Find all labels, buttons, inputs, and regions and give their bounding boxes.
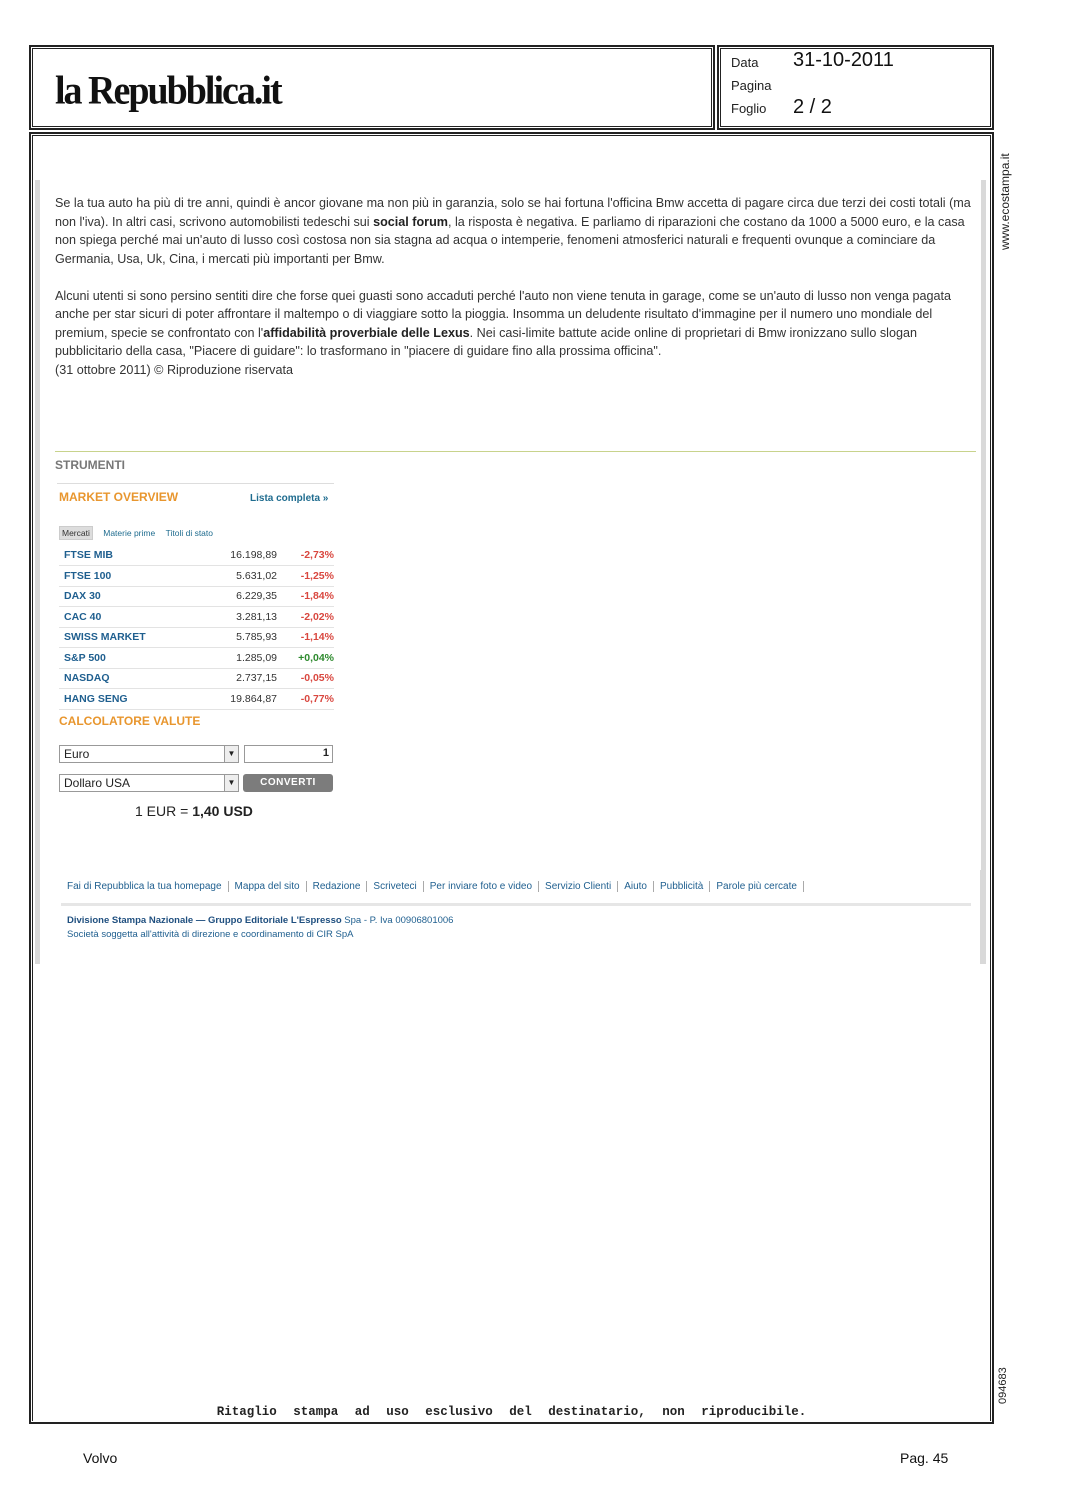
footer-links [65, 881, 804, 892]
footer-link-sitemap[interactable]: Mappa del sito [229, 881, 307, 892]
tab-mercati[interactable]: Mercati [59, 526, 93, 540]
p1-text-b: , la risposta è negativa. E parliamo di riparazioni che costano da 1000 a 5000 euro, e la casa non spiega perché mai un'auto di lusso così costosa non sia stagna ad acqua o intemperie, fenomeni atmosferici naturali e frequenti ovunque a cominciare da Germania, Usa, Uk, Cina, i mercati più importanti per Bmw. [55, 214, 965, 266]
market-name[interactable]: FTSE 100 [59, 566, 199, 587]
credit-line-1 [67, 914, 453, 928]
market-value: 2.737,15 [199, 668, 277, 689]
credit-bold: Divisione Stampa Nazionale — Gruppo Editoriale L'Espresso [67, 915, 342, 926]
section-divider [55, 451, 976, 452]
article-body [55, 194, 975, 379]
market-name[interactable]: DAX 30 [59, 586, 199, 607]
market-value: 3.281,13 [199, 607, 277, 628]
table-row [59, 648, 334, 669]
article-paragraph-2 [55, 287, 975, 361]
market-name[interactable]: FTSE MIB [59, 545, 199, 566]
market-table [59, 545, 334, 710]
result-value: 1,40 USD [192, 803, 253, 819]
market-change: -2,73% [277, 545, 334, 566]
side-site-label [996, 140, 1014, 250]
market-overview-title: MARKET OVERVIEW [59, 490, 179, 504]
market-change: +0,04% [277, 648, 334, 669]
market-value: 19.864,87 [199, 689, 277, 710]
tools-title: STRUMENTI [55, 458, 125, 472]
foglio-value: 2 / 2 [793, 96, 832, 118]
footer-link-scriveteci[interactable]: Scriveteci [367, 881, 423, 892]
footer-link-parole[interactable]: Parole più cercate [710, 881, 804, 892]
chevron-down-icon: ▼ [224, 746, 238, 762]
table-row [59, 668, 334, 689]
p2-bold-link[interactable]: affidabilità proverbiale delle Lexus [263, 325, 470, 340]
newspaper-logo: la Repubblica.it [55, 68, 281, 114]
market-header-divider [57, 483, 334, 484]
table-row [59, 607, 334, 628]
side-site-text: www.ecostampa.it [998, 153, 1012, 250]
market-name[interactable]: S&P 500 [59, 648, 199, 669]
market-value: 6.229,35 [199, 586, 277, 607]
p2-text-b: . Nei casi-limite battute acide online di proprietari di Bmw ironizzano sullo slogan pubblicitario della casa, "Piacere di guidare": lo trasformano in "piacere di guidare fino alla prossima officina". [55, 325, 917, 358]
from-currency-value: Euro [64, 747, 90, 761]
credit-line-2: Società soggetta all'attività di direzione e coordinamento di CIR SpA [67, 929, 354, 940]
data-value: 31-10-2011 [793, 49, 894, 71]
from-currency-select[interactable] [59, 745, 239, 763]
convert-button[interactable]: CONVERTI [243, 774, 333, 792]
page-footer-right: Pag. 45 [900, 1450, 949, 1466]
footer-link-foto-video[interactable]: Per inviare foto e video [424, 881, 539, 892]
table-row [59, 627, 334, 648]
article-paragraph-1 [55, 194, 975, 268]
p1-text-a: Se la tua auto ha più di tre anni, quindi è ancor giovane ma non più in garanzia, solo se hai fortuna l'officina Bmw accetta di pagare circa due terzi dei costi totali (ma non l'iva). In altri casi, scrivono automobilisti tedeschi sui [55, 196, 971, 229]
footer-link-redazione[interactable]: Redazione [307, 881, 368, 892]
table-row [59, 566, 334, 587]
footer-divider [61, 903, 971, 906]
to-currency-select[interactable] [59, 774, 239, 792]
scrollbar-track [980, 870, 985, 964]
market-tabs [59, 526, 221, 540]
market-value: 5.785,93 [199, 627, 277, 648]
table-row [59, 545, 334, 566]
web-page-capture [35, 180, 986, 964]
market-change: -0,77% [277, 689, 334, 710]
footer-link-servizio-clienti[interactable]: Servizio Clienti [539, 881, 618, 892]
publisher-credits [67, 914, 453, 942]
conversion-result [135, 803, 253, 819]
full-list-link[interactable]: Lista completa » [250, 493, 329, 504]
foglio-label: Foglio [731, 101, 767, 116]
market-change: -1,14% [277, 627, 334, 648]
masthead-box [29, 45, 715, 130]
market-value: 5.631,02 [199, 566, 277, 587]
footer-link-homepage[interactable]: Fai di Repubblica la tua homepage [65, 881, 229, 892]
chevron-down-icon: ▼ [224, 775, 238, 791]
table-row [59, 689, 334, 710]
footer-link-aiuto[interactable]: Aiuto [618, 881, 654, 892]
result-prefix: 1 EUR = [135, 803, 193, 819]
footer-link-pubblicita[interactable]: Pubblicità [654, 881, 710, 892]
article-date-line: (31 ottobre 2011) © Riproduzione riservata [55, 362, 293, 377]
market-name[interactable]: NASDAQ [59, 668, 199, 689]
page-footer-left: Volvo [83, 1450, 118, 1466]
p2-text-a: Alcuni utenti si sono persino sentiti dire che forse quei guasti sono accaduti perché l'auto non viene tenuta in garage, come se un'auto di lusso non venga pagata anche per star sicuri di poter affrontare il maltempo o di viaggiare sotto la pioggia. Insomma un deludente risultato d'immagine per il numero uno mondiale del premium, specie se confrontato con l' [55, 288, 952, 340]
market-name[interactable]: HANG SENG [59, 689, 199, 710]
market-name[interactable]: SWISS MARKET [59, 627, 199, 648]
to-currency-value: Dollaro USA [64, 776, 131, 790]
table-row [59, 586, 334, 607]
currency-calculator-title: CALCOLATORE VALUTE [59, 714, 201, 728]
tab-titoli-di-stato[interactable]: Titoli di stato [165, 528, 213, 538]
side-code-text: 094683 [997, 1367, 1009, 1404]
market-value: 16.198,89 [199, 545, 277, 566]
credit-rest: Spa - P. Iva 00906801006 [341, 915, 454, 926]
amount-input[interactable]: 1 [244, 745, 333, 763]
market-change: -0,05% [277, 668, 334, 689]
tab-materie-prime[interactable]: Materie prime [103, 528, 156, 538]
p1-bold-link[interactable]: social forum [373, 214, 448, 229]
market-value: 1.285,09 [199, 648, 277, 669]
data-label: Data [731, 55, 759, 70]
clipping-note: Ritaglio stampa ad uso esclusivo del destinatario, non riproducibile. [216, 1405, 807, 1419]
market-change: -2,02% [277, 607, 334, 628]
clipping-meta-box [717, 45, 994, 130]
market-change: -1,25% [277, 566, 334, 587]
market-name[interactable]: CAC 40 [59, 607, 199, 628]
market-change: -1,84% [277, 586, 334, 607]
side-code-label [996, 1362, 1012, 1406]
pagina-label: Pagina [731, 78, 772, 93]
